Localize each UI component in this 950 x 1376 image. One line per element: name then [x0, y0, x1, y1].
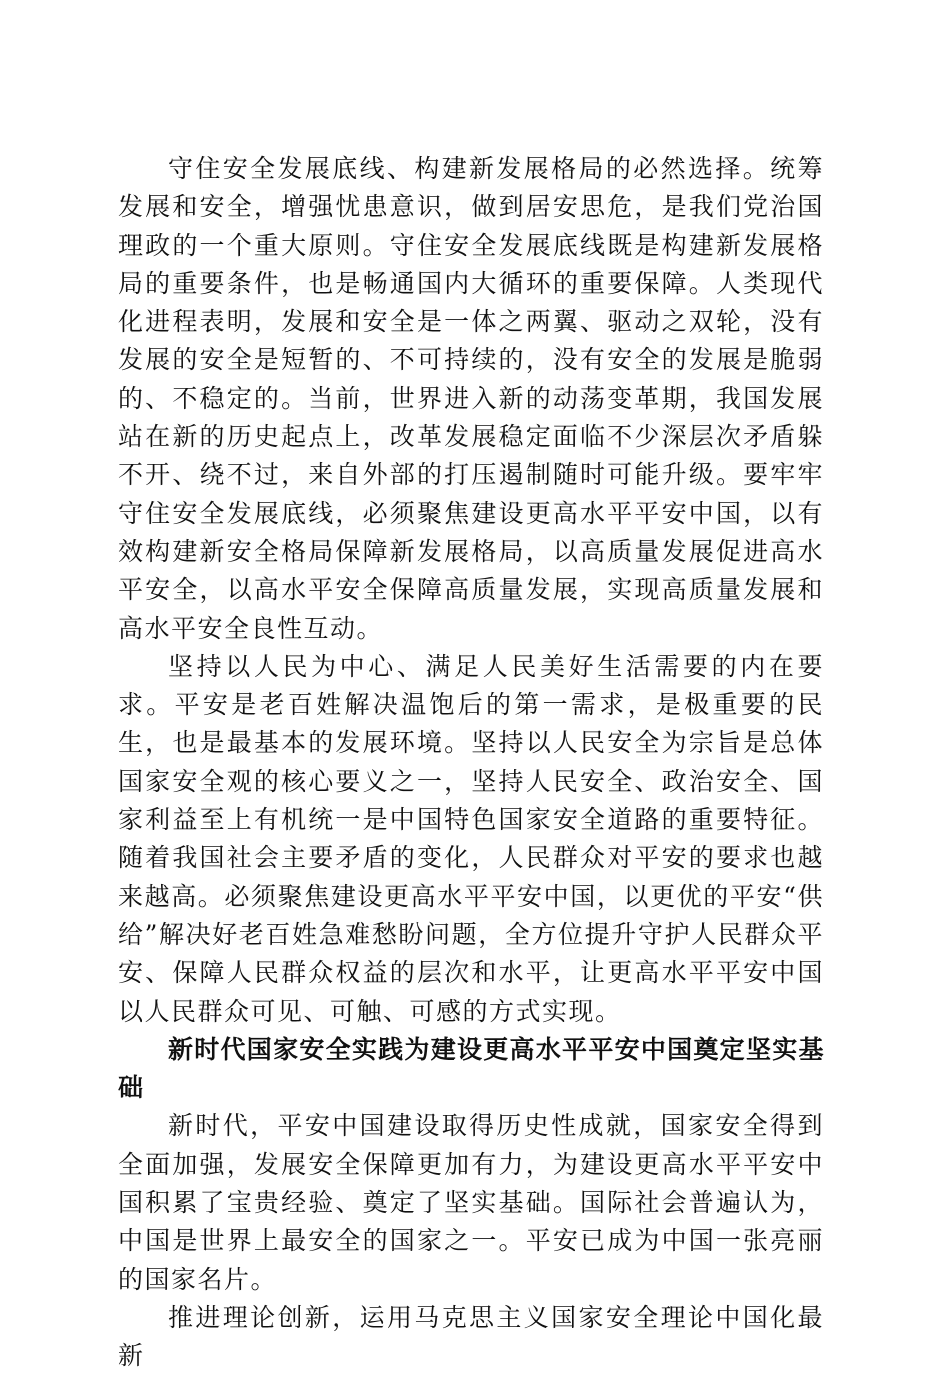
document-body — [118, 150, 824, 1376]
paragraph-theory-innovation: 推进理论创新，运用马克思主义国家安全理论中国化最新 — [118, 1302, 824, 1371]
paragraph-new-era: 新时代，平安中国建设取得历史性成就，国家安全得到全面加强，发展安全保障更加有力，为建设更高水平平安中国积累了宝贵经验、奠定了坚实基础。国际社会普遍认为，中国是世界上最安全的国家之一。平安已成为中国一张亮丽的国家名片。 — [118, 1111, 824, 1294]
section-heading: 新时代国家安全实践为建设更高水平平安中国奠定坚实基础 — [118, 1034, 824, 1103]
paragraph-people-centered: 坚持以人民为中心、满足人民美好生活需要的内在要求。平安是老百姓解决温饱后的第一需求，是极重要的民生，也是最基本的发展环境。坚持以人民安全为宗旨是总体国家安全观的核心要义之一，坚持人民安全、政治安全、国家利益至上有机统一是中国特色国家安全道路的重要特征。随着我国社会主要矛盾的变化，人民群众对平安的要求也越来越高。必须聚焦建设更高水平平安中国，以更优的平安“供给”解决好老百姓急难愁盼问题，全方位提升守护人民群众平安、保障人民群众权益的层次和水平，让更高水平平安中国以人民群众可见、可触、可感的方式实现。 — [118, 651, 824, 1026]
paragraph-bottom-line: 守住安全发展底线、构建新发展格局的必然选择。统筹发展和安全，增强忧患意识，做到居安思危，是我们党治国理政的一个重大原则。守住安全发展底线既是构建新发展格局的重要条件，也是畅通国内大循环的重要保障。人类现代化进程表明，发展和安全是一体之两翼、驱动之双轮，没有发展的安全是短暂的、不可持续的，没有安全的发展是脆弱的、不稳定的。当前，世界进入新的动荡变革期，我国发展站在新的历史起点上，改革发展稳定面临不少深层次矛盾躲不开、绕不过，来自外部的打压遏制随时可能升级。要牢牢守住安全发展底线，必须聚焦建设更高水平平安中国，以有效构建新安全格局保障新发展格局，以高质量发展促进高水平安全，以高水平安全保障高质量发展，实现高质量发展和高水平安全良性互动。 — [118, 154, 824, 643]
